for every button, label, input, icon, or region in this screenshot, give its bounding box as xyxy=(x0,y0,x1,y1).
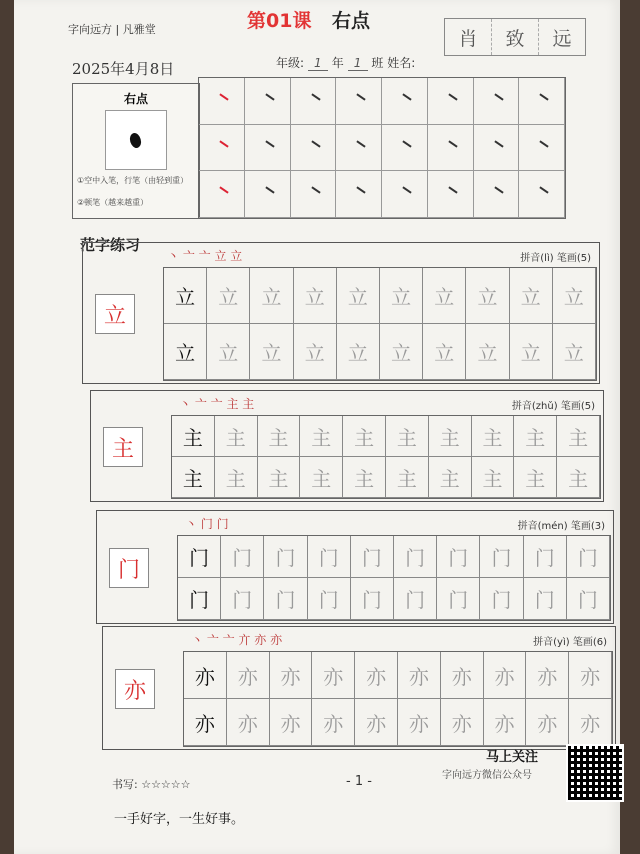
writing-cell: 立 xyxy=(510,324,553,380)
right-dot-stroke-icon xyxy=(357,187,366,194)
name-char-2: 致 xyxy=(492,19,539,55)
model-character: 立 xyxy=(95,294,135,334)
class-info xyxy=(276,54,415,71)
practice-cell xyxy=(428,171,474,218)
writing-cell: 主 xyxy=(258,457,301,498)
practice-cell xyxy=(245,125,291,172)
pinyin-strokes-label xyxy=(533,633,607,648)
pinyin: 拼音(mén) xyxy=(517,521,568,532)
writing-cell: 主 xyxy=(300,416,343,457)
writing-cell: 立 xyxy=(553,268,596,324)
right-dot-stroke-icon xyxy=(448,140,457,147)
lesson-stroke-name: 右点 xyxy=(332,10,371,32)
writing-cell: 亦 xyxy=(484,652,527,699)
writing-cell: 门 xyxy=(567,536,610,578)
right-dot-stroke-icon xyxy=(540,187,549,194)
writing-cell: 亦 xyxy=(355,699,398,746)
writing-cell: 主 xyxy=(514,457,557,498)
writing-cell: 主 xyxy=(215,416,258,457)
writing-cell: 立 xyxy=(164,268,207,324)
writing-cell: 立 xyxy=(466,268,509,324)
writing-cell: 主 xyxy=(300,457,343,498)
right-dot-stroke-icon xyxy=(219,140,228,147)
writing-cell: 立 xyxy=(510,268,553,324)
writing-cell: 亦 xyxy=(270,652,313,699)
follow-title: 马上关注 xyxy=(486,750,539,765)
writing-cell: 门 xyxy=(480,578,523,620)
writing-cell: 门 xyxy=(524,536,567,578)
practice-cell xyxy=(382,78,428,125)
writing-cell: 主 xyxy=(343,457,386,498)
model-character: 亦 xyxy=(115,669,155,709)
practice-cell xyxy=(336,78,382,125)
practice-cell xyxy=(519,171,565,218)
writing-cell: 立 xyxy=(250,324,293,380)
writing-cell: 门 xyxy=(394,536,437,578)
right-dot-stroke-icon xyxy=(402,140,411,147)
writing-cell: 立 xyxy=(380,324,423,380)
practice-cell xyxy=(474,125,520,172)
practice-cell xyxy=(291,171,337,218)
name-label: 姓名: xyxy=(387,56,416,70)
grade-label: 年级: xyxy=(276,56,305,70)
writing-cell: 亦 xyxy=(526,699,569,746)
writing-cell: 立 xyxy=(380,268,423,324)
stroke-count: 笔画(5) xyxy=(560,401,595,412)
writing-cell: 亦 xyxy=(227,652,270,699)
writing-cell: 主 xyxy=(215,457,258,498)
stroke-count: 笔画(6) xyxy=(572,637,607,648)
writing-cell: 亦 xyxy=(441,699,484,746)
practice-cell xyxy=(291,78,337,125)
right-dot-stroke-icon xyxy=(219,93,228,100)
writing-cell: 亦 xyxy=(184,699,227,746)
right-dot-stroke-icon xyxy=(540,93,549,100)
pinyin-strokes-label xyxy=(520,249,591,264)
right-dot-stroke-icon xyxy=(494,93,503,100)
right-dot-stroke-icon xyxy=(448,93,457,100)
writing-cell: 亦 xyxy=(569,699,612,746)
name-char-1: 肖 xyxy=(445,19,492,55)
right-dot-stroke-icon xyxy=(311,93,320,100)
stroke-demo-title: 右点 xyxy=(123,92,148,106)
writing-cell: 立 xyxy=(250,268,293,324)
practice-cell xyxy=(428,78,474,125)
worksheet-page xyxy=(14,0,620,854)
model-character: 主 xyxy=(103,427,143,467)
pinyin: 拼音(lì) xyxy=(520,253,554,264)
writing-cell: 门 xyxy=(264,578,307,620)
practice-cell xyxy=(336,171,382,218)
section-title: 范字练习 xyxy=(80,236,141,254)
right-dot-stroke-icon xyxy=(402,187,411,194)
name-char-3: 远 xyxy=(552,27,572,50)
brand-logo: 字向远方 | 凡雅堂 xyxy=(68,23,156,36)
pinyin-strokes-label xyxy=(518,517,605,532)
right-dot-stroke-icon xyxy=(265,187,274,194)
writing-cell: 门 xyxy=(264,536,307,578)
practice-cell xyxy=(428,125,474,172)
writing-cell: 门 xyxy=(308,578,351,620)
lesson-title: 第01课 xyxy=(247,10,312,32)
pinyin: 拼音(yì) xyxy=(533,637,570,648)
stroke-count: 笔画(5) xyxy=(556,253,591,264)
class-value: 1 xyxy=(348,56,368,71)
model-character: 门 xyxy=(109,548,149,588)
practice-cell xyxy=(245,171,291,218)
writing-cell: 亦 xyxy=(312,652,355,699)
writing-cell: 立 xyxy=(294,324,337,380)
writing-cell: 门 xyxy=(351,536,394,578)
stroke-practice-grid xyxy=(198,77,566,219)
writing-cell: 亦 xyxy=(441,652,484,699)
writing-cell: 亦 xyxy=(398,652,441,699)
writing-cell: 门 xyxy=(567,578,610,620)
writing-cell: 主 xyxy=(472,416,515,457)
character-block xyxy=(90,390,604,502)
pinyin: 拼音(zhǔ) xyxy=(511,401,558,412)
writing-cell: 亦 xyxy=(227,699,270,746)
right-dot-stroke-icon xyxy=(540,140,549,147)
writing-grid xyxy=(177,535,611,621)
writing-cell: 亦 xyxy=(484,699,527,746)
writing-cell: 主 xyxy=(172,416,215,457)
practice-cell xyxy=(474,78,520,125)
writing-cell: 门 xyxy=(480,536,523,578)
writing-cell: 立 xyxy=(423,268,466,324)
right-dot-stroke-icon xyxy=(219,187,228,194)
name-box xyxy=(444,18,586,56)
practice-cell xyxy=(382,125,428,172)
practice-cell xyxy=(199,125,245,172)
right-dot-stroke-icon xyxy=(357,140,366,147)
writing-cell: 主 xyxy=(386,416,429,457)
stroke-order: 丶 亠 亠 立 立 xyxy=(167,249,243,263)
practice-cell xyxy=(519,125,565,172)
writing-cell: 门 xyxy=(351,578,394,620)
writing-cell: 门 xyxy=(437,578,480,620)
rating-stars: 书写: ☆☆☆☆☆ xyxy=(112,778,191,791)
writing-cell: 亦 xyxy=(270,699,313,746)
writing-cell: 立 xyxy=(207,268,250,324)
writing-cell: 门 xyxy=(221,536,264,578)
character-block xyxy=(96,510,614,624)
writing-cell: 立 xyxy=(337,324,380,380)
writing-cell: 亦 xyxy=(526,652,569,699)
writing-cell: 门 xyxy=(178,578,221,620)
character-block xyxy=(82,242,600,384)
writing-cell: 主 xyxy=(343,416,386,457)
stroke-note-2: ②顿笔（越来越重） xyxy=(77,198,149,207)
writing-cell: 门 xyxy=(308,536,351,578)
practice-cell xyxy=(245,78,291,125)
class-label: 班 xyxy=(371,56,384,70)
writing-grid xyxy=(183,651,613,747)
right-dot-stroke-icon xyxy=(265,140,274,147)
grade-value: 1 xyxy=(308,56,328,71)
right-dot-stroke-icon xyxy=(311,187,320,194)
practice-cell xyxy=(336,125,382,172)
right-dot-stroke-icon xyxy=(402,93,411,100)
pinyin-strokes-label xyxy=(512,397,595,412)
right-dot-stroke-icon xyxy=(494,187,503,194)
right-dot-stroke-icon xyxy=(311,140,320,147)
writing-cell: 门 xyxy=(524,578,567,620)
writing-cell: 立 xyxy=(294,268,337,324)
writing-cell: 主 xyxy=(514,416,557,457)
writing-cell: 门 xyxy=(221,578,264,620)
writing-cell: 主 xyxy=(429,416,472,457)
stroke-count: 笔画(3) xyxy=(570,521,605,532)
right-dot-stroke-icon xyxy=(127,131,144,149)
stroke-diagram xyxy=(105,110,167,170)
writing-cell: 亦 xyxy=(398,699,441,746)
year-label: 年 xyxy=(331,56,344,70)
qr-code xyxy=(566,744,624,802)
practice-cell xyxy=(199,171,245,218)
writing-cell: 立 xyxy=(207,324,250,380)
writing-cell: 主 xyxy=(557,457,600,498)
stroke-note-1: ①空中入笔，行笔（由轻到重） xyxy=(77,176,189,185)
writing-cell: 立 xyxy=(466,324,509,380)
writing-cell: 主 xyxy=(429,457,472,498)
writing-grid xyxy=(171,415,601,499)
writing-cell: 主 xyxy=(472,457,515,498)
right-dot-stroke-icon xyxy=(265,93,274,100)
practice-cell xyxy=(519,78,565,125)
writing-cell: 亦 xyxy=(569,652,612,699)
writing-cell: 门 xyxy=(394,578,437,620)
writing-cell: 亦 xyxy=(355,652,398,699)
follow-subtitle: 字向远方微信公众号 xyxy=(442,770,532,781)
writing-grid xyxy=(163,267,597,381)
stroke-order: 丶 亠 亠 主 主 xyxy=(179,397,255,411)
right-dot-stroke-icon xyxy=(357,93,366,100)
writing-cell: 门 xyxy=(437,536,480,578)
stroke-order: 丶 亠 亠 亣 亦 亦 xyxy=(191,633,283,647)
practice-cell xyxy=(382,171,428,218)
stroke-order: 丶 门 门 xyxy=(185,517,229,531)
writing-cell: 门 xyxy=(178,536,221,578)
writing-cell: 亦 xyxy=(312,699,355,746)
stroke-demo-panel xyxy=(72,83,200,219)
practice-cell xyxy=(199,78,245,125)
handwritten-date: 2025年4月8日 xyxy=(72,60,175,78)
writing-cell: 主 xyxy=(172,457,215,498)
writing-cell: 立 xyxy=(423,324,466,380)
right-dot-stroke-icon xyxy=(494,140,503,147)
right-dot-stroke-icon xyxy=(448,187,457,194)
slogan: 一手好字，一生好事。 xyxy=(114,812,245,827)
writing-cell: 亦 xyxy=(184,652,227,699)
writing-cell: 立 xyxy=(164,324,207,380)
practice-cell xyxy=(474,171,520,218)
writing-cell: 主 xyxy=(386,457,429,498)
page-number: - 1 - xyxy=(346,774,372,789)
writing-cell: 主 xyxy=(258,416,301,457)
writing-cell: 立 xyxy=(337,268,380,324)
practice-cell xyxy=(291,125,337,172)
writing-cell: 立 xyxy=(553,324,596,380)
character-block xyxy=(102,626,616,750)
writing-cell: 主 xyxy=(557,416,600,457)
